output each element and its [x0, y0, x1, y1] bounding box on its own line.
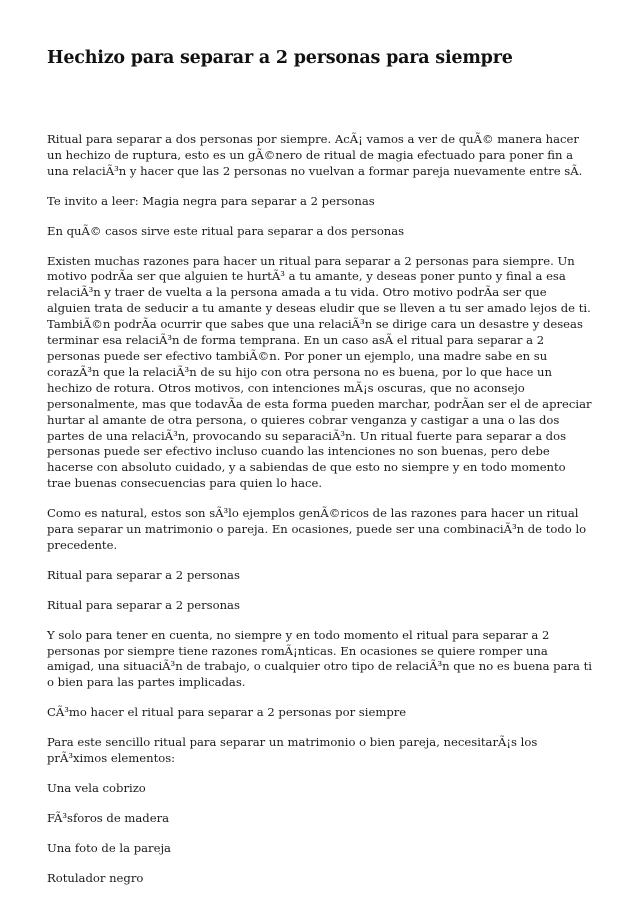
examples-paragraph: Como es natural, estos son sÃ³lo ejemplos genÃ©ricos de las razones para hacer un ritual para separar un matrimonio o pareja. En ocasiones, puede ser una combinaciÃ³n de todo lo precedente.: [47, 506, 587, 552]
ritual-line: Ritual para separar a 2 personas: [47, 597, 240, 612]
section-heading: En quÃ© casos sirve este ritual para separar a dos personas: [47, 223, 405, 238]
list-item: FÃ³sforos de madera: [47, 810, 170, 825]
section-heading: CÃ³mo hacer el ritual para separar a 2 personas por siempre: [47, 705, 407, 720]
read-more-line: Te invito a leer: Magia negra para separar a 2 personas: [47, 193, 375, 208]
note-paragraph: Y solo para tener en cuenta, no siempre y en todo momento el ritual para separar a 2 personas por siempre tiene razones romÃ¡nticas. En ocasiones se quiere romper una amigad, una situaciÃ³n de trabajo, o cualquier otro tipo de relaciÃ³n que no es buena para ti o bien para las partes implicadas.: [47, 627, 593, 690]
document-title: Hechizo para separar a 2 personas para siempre: [47, 48, 513, 68]
list-item: Una foto de la pareja: [47, 840, 171, 855]
list-item: Una vela cobrizo: [47, 781, 146, 795]
list-item: Rotulador negro: [47, 870, 144, 885]
ritual-line: Ritual para separar a 2 personas: [47, 567, 240, 582]
intro-paragraph: Ritual para separar a dos personas por siempre. AcÃ¡ vamos a ver de quÃ© manera hacer un hechizo de ruptura, esto es un gÃ©nero de ritual de magia efectuado para poner fin a una relaciÃ³n y hacer que las 2 personas no vuelvan a formar pareja nuevamente entre sÃ.: [47, 132, 583, 178]
document-body: [47, 132, 592, 901]
elements-intro: Para este sencillo ritual para separar un matrimonio o bien pareja, necesitarÃ¡s los prÃ³ximos elementos:: [47, 735, 538, 766]
reasons-paragraph: Existen muchas razones para hacer un ritual para separar a 2 personas para siempre. Un motivo podrÃa ser que alguien te hurtÃ³ a tu amante, y deseas poner punto y final a esa relaciÃ³n y traer de vuelta a la persona amada a tu vida. Otro motivo podrÃa ser que alguien trata de seducir a tu amante y deseas eludir que se lleven a tu ser amado lejos de ti. TambiÃ©n podrÃa ocurrir que sabes que una relaciÃ³n se dirige cara un desastre y deseas terminar esa relaciÃ³n de forma temprana. En un caso asÃ el ritual para separar a 2 personas puede ser efectivo tambiÃ©n. Por poner un ejemplo, una madre sabe en su corazÃ³n que la relaciÃ³n de su hijo con otra persona no es buena, por lo que hace un hechizo de rotura. Otros motivos, con intenciones mÃ¡s oscuras, que no aconsejo personalmente, mas que todavÃa de esta forma pueden marchar, podrÃan ser el de apreciar hurtar al amante de otra persona, o quieres cobrar venganza y castigar a una o las dos partes de una relaciÃ³n, provocando su separaciÃ³n. Un ritual fuerte para separar a dos personas puede ser efectivo incluso cuando las intenciones no son buenas, pero debe hacerse con absoluto cuidado, y a sabiendas de que esto no siempre y en todo momento trae buenas consecuencias para quien lo hace.: [47, 253, 592, 491]
